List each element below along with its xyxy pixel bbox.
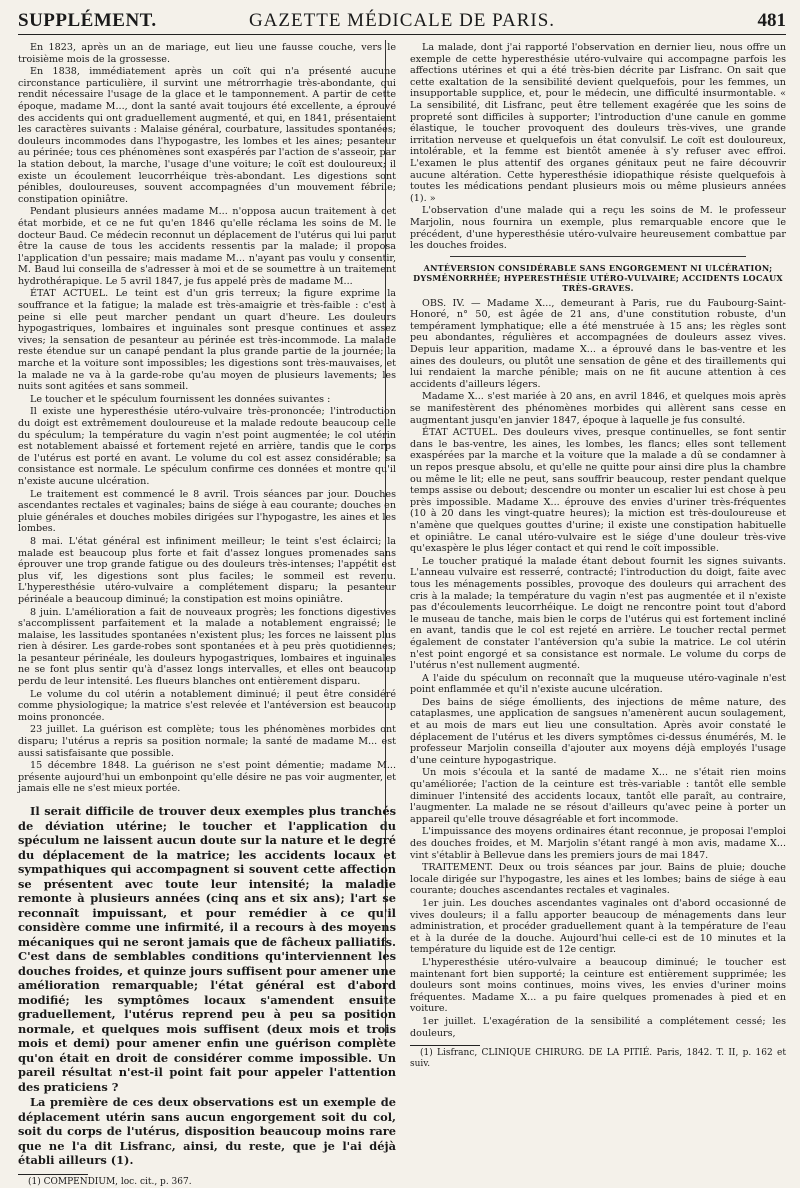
paragraph: 1er juin. Les douches ascendantes vaginales ont d'abord occasionné de vives douleurs; il a fallu apporter beaucoup de ménagements dans leur administration, et procéder graduellement quant à la température de l'eau et à la durée de la douche. Aujourd'hui celle-ci est de 10 minutes et la température du liquide est de 12e centigr. (410, 897, 786, 956)
paragraph: ÉTAT ACTUEL. Le teint est d'un gris terreux; la figure exprime la souffrance et la fatigue; la malade est très-amaigrie et très-faible : c'est à peine si elle peut marcher pendant un quart d'heure. Les douleurs hypogastriques, lombaires et inguinales sont presque continues et assez vives; la sensation de pesanteur au périnée est très-incommode. La malade reste étendue sur un canapé pendant la plus grande partie de la journée; la marche et la voiture sont impossibles; les digestions sont très-mauvaises, et la malade ne va à la garde-robe qu'au moyen de plusieurs lavements; les nuits sont agitées et sans sommeil. (18, 288, 396, 393)
paragraph: L'observation d'une malade qui a reçu les soins de M. le professeur Marjolin, nous fournira un exemple, plus remarquable encore que le précédent, d'une hyperesthésie utéro-vulvaire heureusement combattue par les douches froides. (410, 205, 786, 252)
paragraph: Des bains de siége émollients, des injections de même nature, des cataplasmes, une application de sangsues n'amenèrent aucun soulagement, et au mois de mars eut lieu une consultation. Après avoir constaté le déplacement de l'utérus et les divers symptômes ci-dessus énumérés, M. le professeur Marjolin conseilla d'ajouter aux moyens déjà employés l'usage d'une ceinture hypogastrique. (410, 696, 786, 766)
paragraph: Le traitement est commencé le 8 avril. Trois séances par jour. Douches ascendantes rectales et vaginales; bains de siége à eau courante; douches en pluie générales et douches mobiles dirigées sur l'hypogastre, les aines et les lombes. (18, 488, 396, 535)
right-column (410, 42, 786, 1070)
paragraph: A l'aide du spéculum on reconnaît que la muqueuse utéro-vaginale n'est point enflammée et qu'il n'existe aucune ulcération. (410, 672, 786, 696)
paragraph: La malade, dont j'ai rapporté l'observation en dernier lieu, nous offre un exemple de cette hyperesthésie utéro-vulvaire qui accompagne parfois les affections utérines et qui a été très-bien décrite par Lisfranc. On sait que cette exaltation de la sensibilité devient quelquefois, pour les femmes, un insupportable supplice, et, pour le médecin, une difficulté insurmontable. « La sensibilité, dit Lisfranc, peut être tellement exagérée que les soins de propreté sont difficiles à supporter; l'introduction d'une canule en gomme élastique, le toucher provoquent des douleurs très-vives, une grande irritation nerveuse et quelquefois un état convulsif. Le coït est douloureux, intolérable, et la femme est bientôt amenée à s'y refuser avec effroi. L'examen le plus attentif des organes génitaux peut ne faire découvrir aucune altération. Cette hyperesthésie idiopathique résiste quelquefois à toutes les médications pendant plusieurs mois ou même plusieurs années (1). » (410, 42, 786, 204)
paragraph: En 1838, immédiatement après un coït qui n'a présenté aucune circonstance particulière, il survint une métrorrhagie très-abondante, qui rendit nécessaire l'usage de la glace et le tamponnement. A partir de cette époque, madame M..., dont la santé avait toujours été excellente, a éprouvé des accidents qui ont graduellement augmenté, et qui, en 1841, présentaient les caractères suivants : Malaise général, courbature, lassitudes spontanées; douleurs incommodes dans l'hypogastre, les lombes et les aines; pesanteur au périnée; tous ces phénomènes sont exaspérés par l'action de s'asseoir, par la station debout, la marche, l'usage d'une voiture; le coït est douloureux; il existe un écoulement leucorrhéique très-abondant. Les digestions sont pénibles, douloureuses, souvent accompagnées d'un mouvement fébrile; constipation opiniâtre. (18, 66, 396, 205)
footnote: (1) Lisfranc, CLINIQUE CHIRURG. DE LA PITIÉ. Paris, 1842. T. II, p. 162 et suiv. (410, 1048, 786, 1070)
paragraph: En 1823, après un an de mariage, eut lieu une fausse couche, vers le troisième mois de la grossesse. (18, 42, 396, 65)
paragraph: 1er juillet. L'exagération de la sensibilité a complétement cessé; les douleurs, (410, 1015, 786, 1039)
left-column (18, 42, 396, 1187)
paragraph: Pendant plusieurs années madame M... n'opposa aucun traitement à cet état morbide, et ce ne fut qu'en 1846 qu'elle réclama les soins de M. le docteur Baud. Ce médecin reconnut un déplacement de l'utérus qui lui parut être la cause de tous les accidents ressentis par la malade; il proposa l'application d'un pessaire; mais madame M... n'ayant pas voulu y consentir, M. Baud lui conseilla de s'adresser à moi et de se soumettre à un traitement hydrothérapique. Le 5 avril 1847, je fus appelé près de madame M... (18, 206, 396, 287)
paragraph: L'impuissance des moyens ordinaires étant reconnue, je proposai l'emploi des douches froides, et M. Marjolin s'étant rangé à mon avis, madame X... vint s'établir à Bellevue dans les premiers jours de mai 1847. (410, 826, 786, 861)
observation-heading: ANTÉVERSION CONSIDÉRABLE SANS ENGORGEMENT NI ULCÉRATION; DYSMÉNORRHÉE; HYPERESTHÉSIE UTÉRO-VULVAIRE; ACCIDENTS LOCAUX TRÈS-GRAVES. (413, 262, 783, 293)
paragraph: Il existe une hyperesthésie utéro-vulvaire très-prononcée; l'introduction du doigt est extrêmement douloureuse et la malade redoute beaucoup celle du spéculum; la température du vagin n'est point augmentée; le col utérin est notablement abaissé et fortement rejeté en arrière, tandis que le corps de l'utérus est porté en avant. Le volume du col est assez considérable; sa consistance est normale. Le spéculum confirme ces données et montre qu'il n'existe aucune ulcération. (18, 406, 396, 487)
footnote-rule (410, 1045, 480, 1046)
paragraph: TRAITEMENT. Deux ou trois séances par jour. Bains de pluie; douche locale dirigée sur l'hypogastre, les aines et les lombes; bains de siége à eau courante; douches ascendantes rectales et vaginales. (410, 862, 786, 897)
text-columns (18, 42, 786, 1187)
page-number: 481 (757, 10, 786, 31)
footnote: (1) COMPENDIUM, loc. cit., p. 367. (28, 1176, 192, 1187)
paragraph: Le toucher pratiqué la malade étant debout fournit les signes suivants. L'anneau vulvaire est resserré, contracté; l'introduction du doigt, faite avec tous les ménagements possibles, provoque des douleurs qui arrachent des cris à la malade; la température du vagin n'est pas augmentée et il n'existe pas d'écoulements leucorrhéique. Le doigt ne rencontre point tout d'abord le museau de tanche, mais bien le corps de l'utérus qui est fortement incliné en avant, tandis que le col est rejeté en arrière. Le toucher rectal permet également de constater l'antéversion qu'a subie la matrice. Le col utérin n'est point engorgé et sa consistance est normale. Le volume du corps de l'utérus n'est nullement augmenté. (410, 555, 786, 672)
paragraph: L'hyperesthésie utéro-vulvaire a beaucoup diminué; le toucher est maintenant fort bien supporté; la ceinture est entièrement supprimée; les douleurs sont moins continues, moins vives, les envies d'uriner moins fréquentes. Madame X... a pu faire quelques promenades à pied et en voiture. (410, 956, 786, 1015)
footnote-rule (18, 1174, 88, 1175)
paragraph: 8 juin. L'amélioration a fait de nouveaux progrès; les fonctions digestives s'accomplissent parfaitement et la malade a notablement engraissé; le malaise, les lassitudes spontanées n'existent plus; les forces ne laissent plus rien à désirer. Les garde-robes sont spontanées et à peu près quotidiennes; la pesanteur périnéale, les douleurs hypogastriques, lombaires et inguinales ne se font plus sentir qu'à d'assez longs intervalles, et elles ont beaucoup perdu de leur intensité. Les flueurs blanches ont entièrement disparu. (18, 606, 396, 688)
paragraph: Le volume du col utérin a notablement diminué; il peut être considéré comme physiologique; la matrice s'est relevée et l'antéversion est beaucoup moins prononcée. (18, 688, 396, 723)
paragraph: Madame X... s'est mariée à 20 ans, en avril 1846, et quelques mois après se manifestèrent des phénomènes morbides qui allèrent sans cesse en augmentant jusqu'en janvier 1847, époque à laquelle je fus consulté. (410, 391, 786, 426)
paragraph: 15 décembre 1848. La guérison ne s'est point démentie; madame M... présente aujourd'hui un embonpoint qu'elle désire ne pas voir augmenter, et jamais elle ne s'est mieux portée. (18, 760, 396, 795)
commentary-paragraph: Il serait difficile de trouver deux exemples plus tranchés de déviation utérine; le toucher et l'application du spéculum ne laissent aucun doute sur la nature et le degré du déplacement de la matrice; les accidents locaux et sympathiques qui accompagnent si souvent cette affection se présentent avec toute leur intensité; la maladie remonte à plusieurs années (cinq ans et six ans); l'art se reconnaît impuissant, et pour remédier à ce qu'il considère comme une infirmité, il a recours à des moyens mécaniques qui ne seront jamais que de fâcheux palliatifs. C'est dans de semblables conditions qu'interviennent les douches froides, et quinze jours suffisent pour amener une amélioration remarquable; l'état général est d'abord modifié; les symptômes locaux s'amendent ensuite graduellement, l'utérus reprend peu à peu sa position normale, et quelques mois suffisent (deux mois et trois mois et demi) pour amener enfin une guérison complète qu'on était en droit de considérer comme impossible. Un pareil résultat n'est-il point fait pour appeler l'attention des praticiens ? (18, 804, 396, 1094)
paragraph: 8 mai. L'état général est infiniment meilleur; le teint s'est éclairci; la malade est beaucoup plus forte et fait d'assez longues promenades sans éprouver une trop grande fatigue ou des douleurs très-intenses; l'appétit est plus vif, les digestions sont plus faciles; le sommeil est revenu. L'hyperesthésie utéro-vulvaire a complétement disparu; la pesanteur périnéale a beaucoup diminué; la constipation est moins opiniâtre. (18, 535, 396, 605)
paragraph: ÉTAT ACTUEL. Des douleurs vives, presque continuelles, se font sentir dans le bas-ventre, les aines, les lombes, les flancs; elles sont tellement exaspérées par la marche et la voiture que la malade a dû se condamner à un repos presque absolu, et qu'elle ne quitte pour ainsi dire plus la chambre ou même le lit; elle ne peut, sans souffrir beaucoup, rester pendant quelque temps assise ou debout; descendre ou monter un escalier lui est chose à peu près impossible. Madame X... éprouve des envies d'uriner très-fréquentes (10 à 20 dans les vingt-quatre heures); la miction est très-douloureuse et n'amène que quelques gouttes d'urine; il existe une constipation habituelle et opiniâtre. Le canal utéro-vulvaire est le siége d'une douleur très-vive qu'exaspère le plus léger contact et qui rend le coït impossible. (410, 427, 786, 555)
page-header (18, 8, 786, 35)
paragraph: OBS. IV. — Madame X..., demeurant à Paris, rue du Faubourg-Saint-Honoré, n° 50, est âgée de 21 ans, d'une constitution robuste, d'un tempérament lymphatique; elle a été menstruée à 15 ans; les règles sont peu abondantes, régulières et accompagnées de douleurs assez vives. Depuis leur apparition, madame X... a éprouvé dans le bas-ventre et les aines des douleurs, ou plutôt une sensation de gêne et des tiraillements qui lui rendaient la marche pénible; mais on ne fit aucune attention à ces accidents d'ailleurs légers. (410, 297, 786, 390)
paragraph: Un mois s'écoula et la santé de madame X... ne s'était rien moins qu'améliorée; l'action de la ceinture est très-variable : tantôt elle semble diminuer l'intensité des accidents locaux, tantôt elle paraît, au contraire, l'augmenter. La malade ne se résout d'ailleurs qu'avec peine à porter un appareil qu'elle trouve désagréable et fort incommode. (410, 767, 786, 825)
supplement-label: SUPPLÉMENT. (18, 10, 157, 31)
newspaper-title: GAZETTE MÉDICALE DE PARIS. (248, 10, 556, 31)
paragraph: 23 juillet. La guérison est complète; tous les phénomènes morbides ont disparu; l'utérus a repris sa position normale; la santé de madame M... est aussi satisfaisante que possible. (18, 724, 396, 759)
section-divider (450, 256, 746, 257)
commentary-paragraph: La première de ces deux observations est un exemple de déplacement utérin sans aucun engorgement soit du col, soit du corps de l'utérus, disposition beaucoup moins rare que ne l'a dit Lisfranc, ainsi, du reste, que je l'ai déjà établi ailleurs (1). (18, 1095, 396, 1167)
paragraph: Le toucher et le spéculum fournissent les données suivantes : (30, 393, 331, 405)
